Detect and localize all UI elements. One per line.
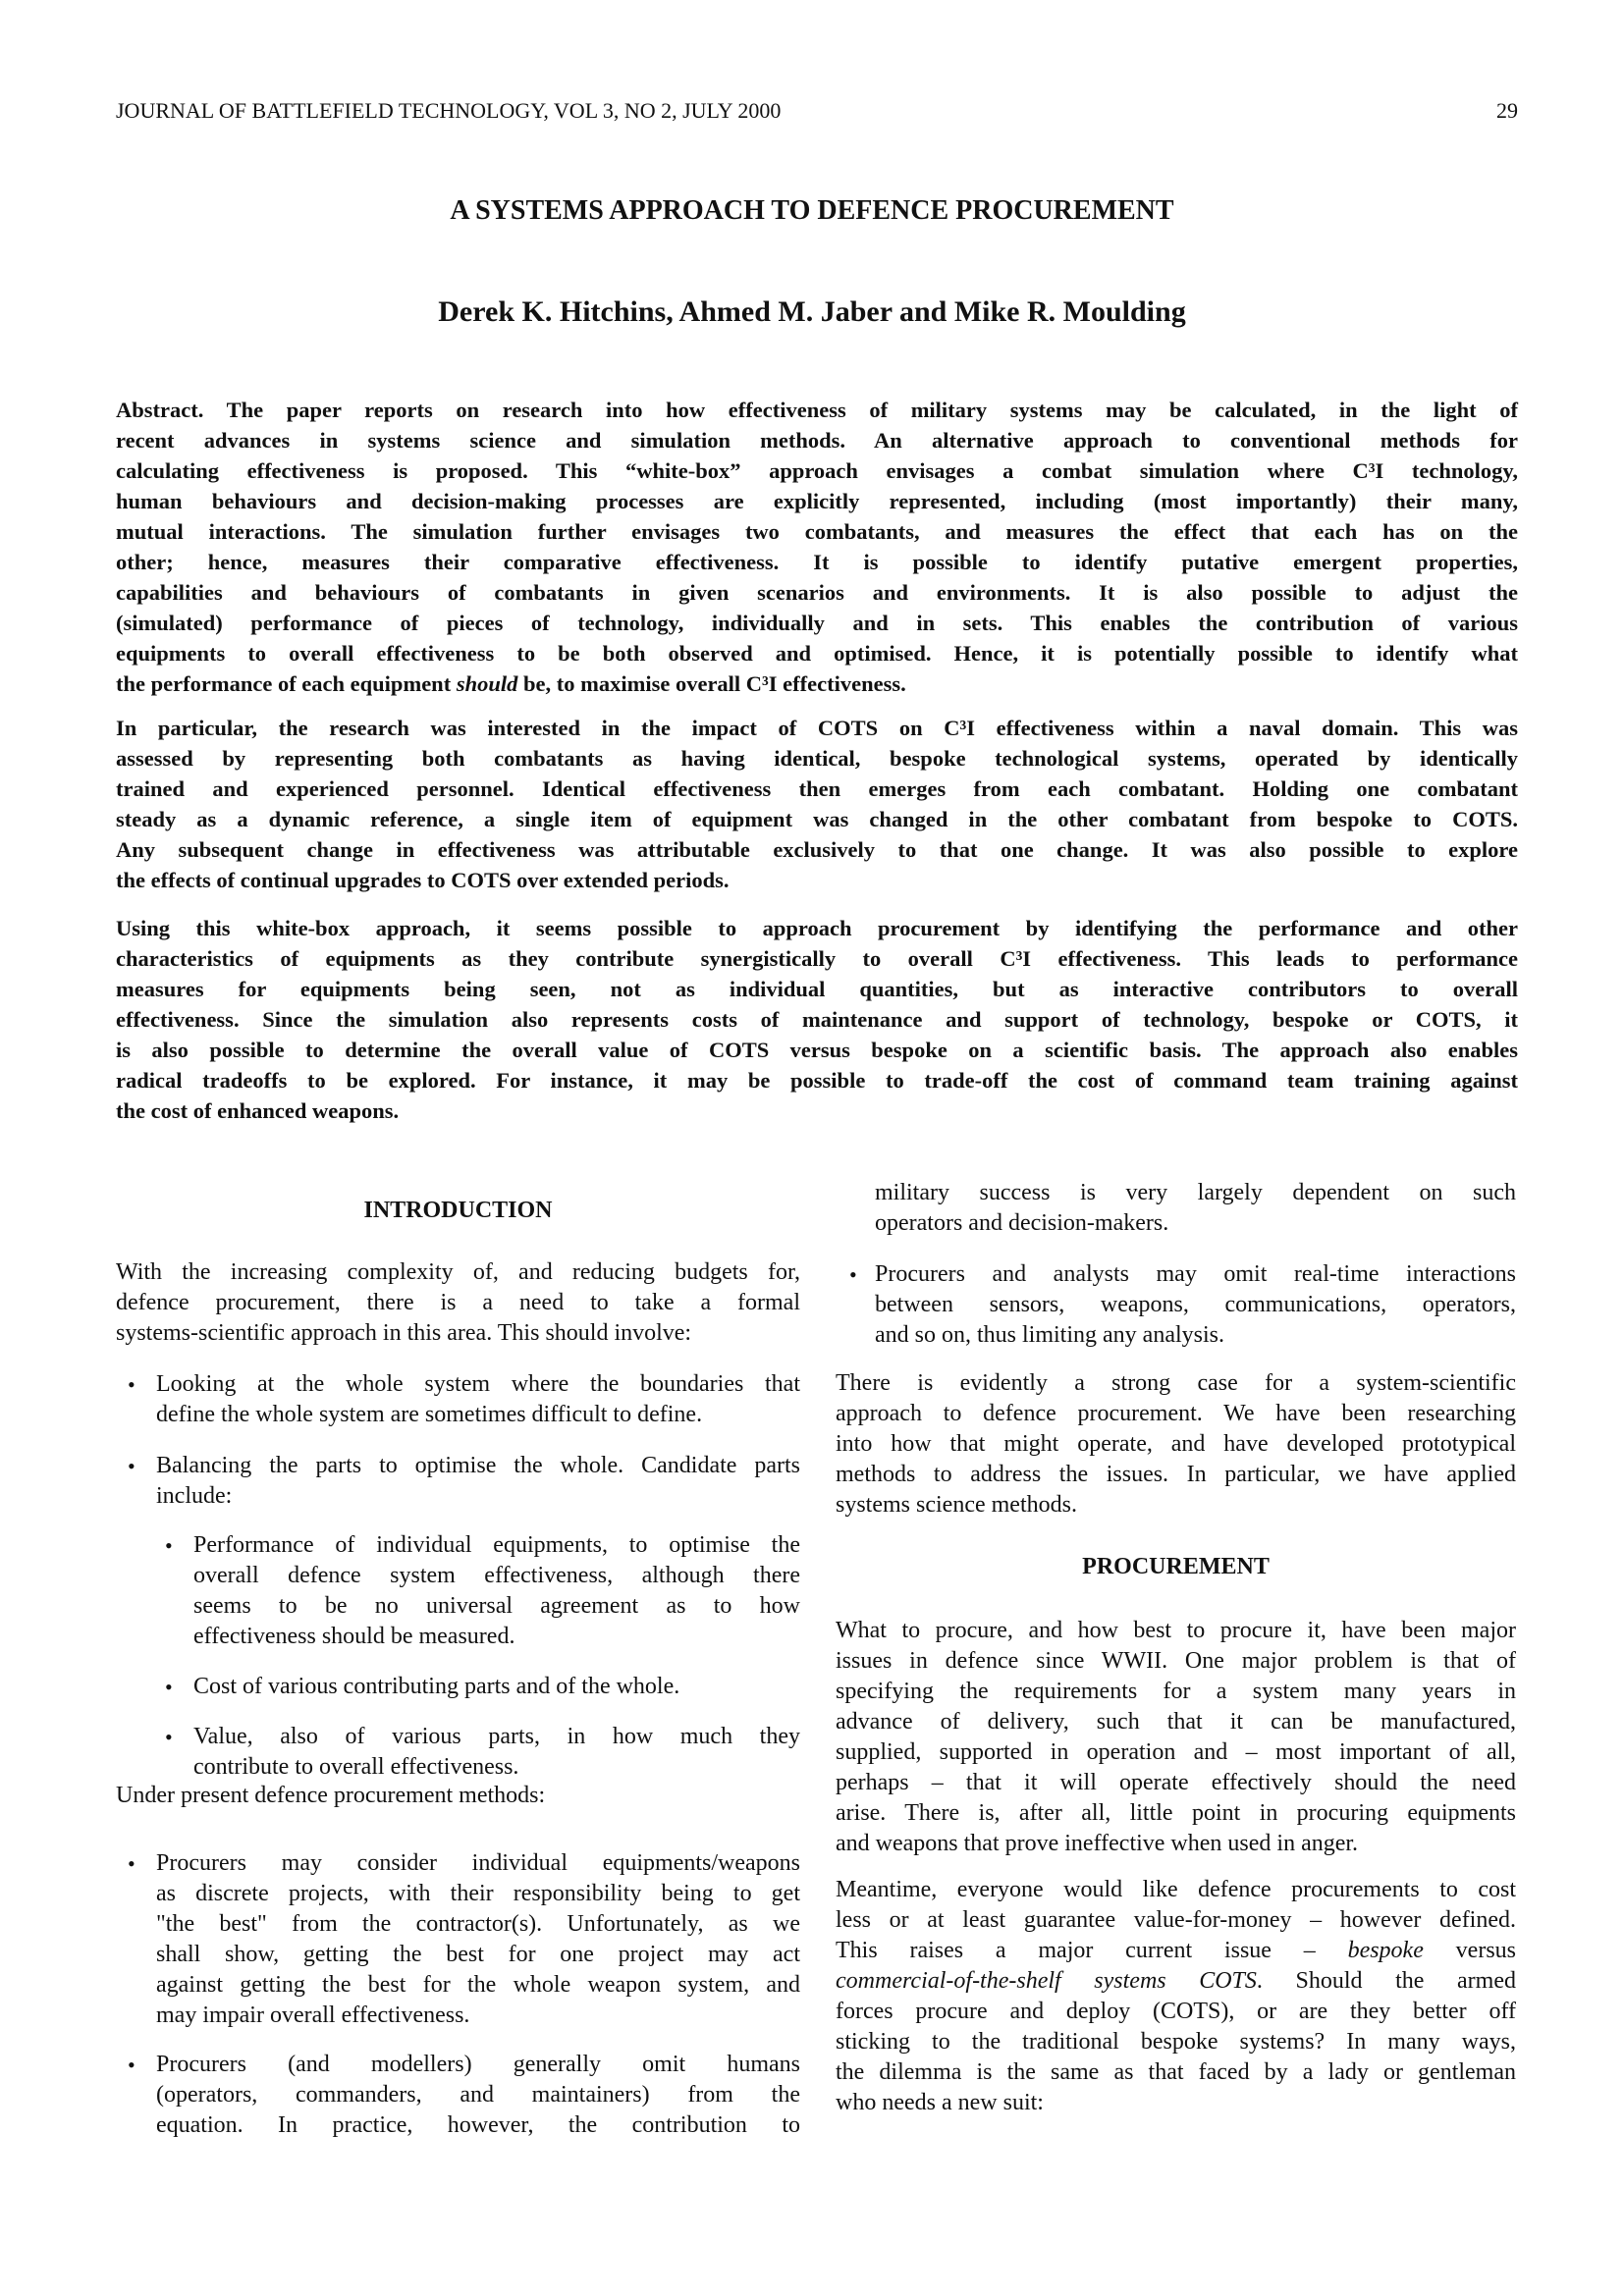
text-line: arise. There is, after all, little point in procuring equipments [836, 1800, 1516, 1826]
bullet-item [156, 2050, 800, 2141]
text-line: the dilemma is the same as that faced by a lady or gentleman [836, 2059, 1516, 2085]
section-heading-introduction: INTRODUCTION [363, 1198, 553, 1223]
text-line: and weapons that prove ineffective when used in anger. [836, 1831, 1359, 1856]
bullet-item [156, 1848, 800, 2031]
text-line: (operators, commanders, and maintainers) from the [156, 2082, 800, 2108]
paragraph [836, 1875, 1516, 2118]
text-line: In particular, the research was interested in the impact of COTS on C³I effectiveness within a naval domain. This was [116, 716, 1518, 740]
running-header: JOURNAL OF BATTLEFIELD TECHNOLOGY, VOL 3, NO 2, JULY 2000 [116, 98, 782, 123]
text-line: as discrete projects, with their responsibility being to get [156, 1881, 800, 1906]
text-line: steady as a dynamic reference, a single item of equipment was changed in the other combatant from bespoke to COTS. [116, 807, 1518, 831]
text-line: define the whole system are sometimes difficult to define. [156, 1402, 703, 1427]
text-line: assessed by representing both combatants as having identical, bespoke technological systems, operated by identically [116, 746, 1518, 771]
text-line: include: [156, 1483, 233, 1509]
text-line: may impair overall effectiveness. [156, 2002, 470, 2028]
bullet-icon: • [165, 1675, 173, 1699]
text-line: Any subsequent change in effectiveness was attributable exclusively to that one change. It was also possible to explore [116, 837, 1518, 862]
text-line: Looking at the whole system where the boundaries that [156, 1371, 800, 1397]
bullet-icon: • [128, 2053, 135, 2077]
text-line: equipments to overall effectiveness to be both observed and optimised. Hence, it is potentially possible to identify what [116, 641, 1518, 666]
text-line: effectiveness. Since the simulation also represents costs of maintenance and support of technology, bespoke or COTS, it [116, 1007, 1518, 1032]
text-line: the cost of enhanced weapons. [116, 1098, 400, 1123]
text-line: perhaps – that it will operate effectively should the need [836, 1770, 1516, 1795]
text-line: Using this white-box approach, it seems possible to approach procurement by identifying the performance and other [116, 916, 1518, 940]
paragraph [836, 1616, 1516, 1859]
text-segment: the performance of each equipment [116, 671, 457, 696]
text-line: and so on, thus limiting any analysis. [875, 1322, 1224, 1348]
text-line: specifying the requirements for a system many years in [836, 1679, 1516, 1704]
text-line: Abstract. The paper reports on research into how effectiveness of military systems may be calculated, in the light of [116, 398, 1518, 422]
text-line: Performance of individual equipments, to optimise the [193, 1532, 800, 1558]
sub-bullet-item [193, 1672, 800, 1702]
page-number: 29 [1496, 98, 1518, 123]
sub-bullet-item [193, 1530, 800, 1652]
text-line: Under present defence procurement methods: [116, 1783, 546, 1808]
text-line: Procurers may consider individual equipments/weapons [156, 1850, 800, 1876]
text-line: overall defence system effectiveness, although there [193, 1563, 800, 1588]
text-line: contribute to overall effectiveness. [193, 1754, 519, 1780]
paragraph [836, 1368, 1516, 1521]
text-segment: . Should the armed [1256, 1968, 1516, 1994]
text-line: Procurers and analysts may omit real-time interactions [875, 1261, 1516, 1287]
text-segment: This raises a major current issue – [836, 1938, 1348, 1963]
section-heading-procurement: PROCUREMENT [1082, 1554, 1270, 1579]
text-line: approach to defence procurement. We have been researching [836, 1401, 1516, 1426]
text-line: operators and decision-makers. [875, 1210, 1169, 1236]
bullet-icon: • [128, 1851, 135, 1876]
text-line: who needs a new suit: [836, 2090, 1044, 2115]
bullet-icon: • [128, 1372, 135, 1397]
bullet-icon: • [849, 1262, 857, 1287]
text-segment: versus [1423, 1938, 1516, 1963]
text-line: other; hence, measures their comparative effectiveness. It is possible to identify putative emergent properties, [116, 550, 1518, 574]
text-line: issues in defence since WWII. One major problem is that of [836, 1648, 1516, 1674]
text-line: forces procure and deploy (COTS), or are they better off [836, 1999, 1516, 2024]
text-line: seems to be no universal agreement as to how [193, 1593, 800, 1619]
text-line: defence procurement, there is a need to take a formal [116, 1290, 800, 1315]
text-line [836, 1936, 1516, 1966]
bullet-item [156, 1451, 800, 1512]
text-line: military success is very largely dependent on such [875, 1180, 1516, 1205]
text-line: sticking to the traditional bespoke systems? In many ways, [836, 2029, 1516, 2055]
text-line: Procurers (and modellers) generally omit humans [156, 2052, 800, 2077]
bullet-icon: • [165, 1725, 173, 1749]
bullet-icon: • [128, 1454, 135, 1478]
abstract-paragraph-1 [116, 395, 1518, 699]
text-line: supplied, supported in operation and – most important of all, [836, 1739, 1516, 1765]
italic-text: commercial-of-the-shelf systems COTS [836, 1968, 1257, 1994]
text-line: recent advances in systems science and simulation methods. An alternative approach to conventional methods for [116, 428, 1518, 453]
text-line: With the increasing complexity of, and reducing budgets for, [116, 1259, 800, 1285]
text-line: Cost of various contributing parts and of the whole. [193, 1674, 680, 1699]
italic-text: bespoke [1347, 1938, 1424, 1963]
paragraph [116, 1781, 800, 1811]
text-line: into how that might operate, and have developed prototypical [836, 1431, 1516, 1457]
text-line: less or at least guarantee value-for-money – however defined. [836, 1907, 1516, 1933]
text-line [836, 1966, 1516, 1997]
text-line: radical tradeoffs to be explored. For instance, it may be possible to trade-off the cost of command team training against [116, 1068, 1518, 1093]
text-line: between sensors, weapons, communications, operators, [875, 1292, 1516, 1317]
text-line: (simulated) performance of pieces of technology, individually and in sets. This enables the contribution of various [116, 611, 1518, 635]
text-line: against getting the best for the whole weapon system, and [156, 1972, 800, 1998]
text-line: the effects of continual upgrades to COTS over extended periods. [116, 868, 730, 892]
text-line: characteristics of equipments as they contribute synergistically to overall C³I effectiveness. This leads to performance [116, 946, 1518, 971]
text-line: measures for equipments being seen, not as individual quantities, but as interactive contributors to overall [116, 977, 1518, 1001]
intro-paragraph [116, 1257, 800, 1349]
bullet-item [875, 1259, 1516, 1351]
bullet-icon: • [165, 1533, 173, 1558]
text-line: systems science methods. [836, 1492, 1077, 1518]
text-line: effectiveness should be measured. [193, 1624, 515, 1649]
text-line: There is evidently a strong case for a system-scientific [836, 1370, 1516, 1396]
bullet-item [156, 1369, 800, 1430]
text-line: What to procure, and how best to procure it, have been major [836, 1618, 1516, 1643]
text-line: human behaviours and decision-making processes are explicitly represented, including (most importantly) their many, [116, 489, 1518, 513]
text-line: shall show, getting the best for one project may act [156, 1942, 800, 1967]
text-line: mutual interactions. The simulation further envisages two combatants, and measures the effect that each has on the [116, 519, 1518, 544]
bullet-item-continued [875, 1178, 1516, 1239]
text-line: systems-scientific approach in this area. This should involve: [116, 1320, 692, 1346]
text-line: "the best" from the contractor(s). Unfortunately, as we [156, 1911, 800, 1937]
paper-title: A SYSTEMS APPROACH TO DEFENCE PROCUREMENT [450, 195, 1174, 226]
text-line [116, 668, 1518, 699]
text-line: capabilities and behaviours of combatants in given scenarios and environments. It is also possible to adjust the [116, 580, 1518, 605]
sub-bullet-item [193, 1722, 800, 1783]
italic-text: should [456, 671, 518, 696]
text-line: trained and experienced personnel. Identical effectiveness then emerges from each combatant. Holding one combatant [116, 776, 1518, 801]
text-line: calculating effectiveness is proposed. This “white-box” approach envisages a combat simulation where C³I technology, [116, 458, 1518, 483]
text-line: Value, also of various parts, in how much they [193, 1724, 800, 1749]
paper-authors: Derek K. Hitchins, Ahmed M. Jaber and Mike R. Moulding [438, 295, 1186, 328]
text-line: advance of delivery, such that it can be manufactured, [836, 1709, 1516, 1735]
text-line: is also possible to determine the overall value of COTS versus bespoke on a scientific basis. The approach also enables [116, 1038, 1518, 1062]
text-line: Balancing the parts to optimise the whole. Candidate parts [156, 1453, 800, 1478]
text-line: Meantime, everyone would like defence procurements to cost [836, 1877, 1516, 1902]
text-segment: be, to maximise overall C³I effectiveness. [517, 671, 906, 696]
abstract-paragraph-2 [116, 713, 1518, 895]
text-line: equation. In practice, however, the contribution to [156, 2112, 800, 2138]
text-line: methods to address the issues. In particular, we have applied [836, 1462, 1516, 1487]
abstract-paragraph-3 [116, 913, 1518, 1126]
